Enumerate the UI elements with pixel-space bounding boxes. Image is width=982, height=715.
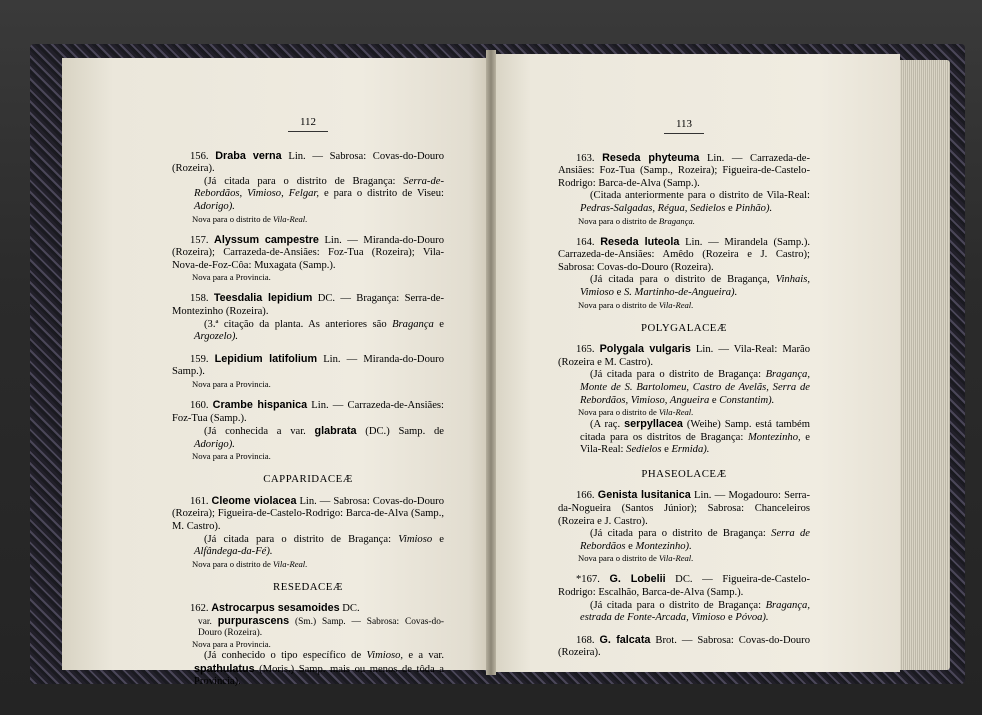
page-edges — [900, 60, 950, 670]
species-entry — [558, 236, 810, 311]
species-entry — [172, 292, 444, 343]
species-entry — [172, 353, 444, 390]
entry-heading: 164. Reseda luteola Lin. — Mirandela (Samp.). Carrazeda-de-Ansiães: Amêdo (Rozeira e J. Castro); Sabrosa: Covas-do-Douro (Rozeira). — [558, 235, 810, 273]
species-entry — [172, 495, 444, 570]
right-blocks — [558, 152, 810, 660]
entry-heading: 157. Alyssum campestre Lin. — Miranda-do-Douro (Rozeira); Carrazeda-de-Ansiães: Foz-Tua (Rozeira); Vila-Nova-de-Foz-Côa: Muxagata (Samp.). — [172, 233, 445, 271]
distribution-note: Nova para o distrito de Vila-Real. — [578, 299, 694, 310]
entry-heading: 165. Polygala vulgaris Lin. — Vila-Real: Marão (Rozeira e M. Castro). — [558, 343, 811, 368]
distribution-note: Nova para o distrito de Vila-Real. — [192, 558, 308, 569]
entry-heading: 168. G. falcata Brot. — Sabrosa: Covas-do-Douro (Rozeira). — [558, 633, 811, 659]
entry-heading: *167. G. Lobelii DC. — Figueira-de-Castelo-Rodrigo: Escalhão, Barca-de-Alva (Samp.). — [558, 573, 810, 599]
family-heading: PHASEOLACEÆ — [641, 467, 727, 480]
entry-heading: 166. Genista lusitanica Lin. — Mogadouro: Serra-da-Nogueira (Santos Júnior); Sabrosa: Chanceleiros (Rozeira e J. Castro). — [558, 489, 811, 527]
citation-text: (Já citada para o distrito de Bragança: Bragança, estrada de Fonte-Arcada, Vimioso e Póvoa). — [580, 599, 810, 624]
distribution-note: Nova para o distrito de Vila-Real. — [578, 407, 694, 418]
species-entry — [172, 234, 444, 284]
species-entry — [558, 573, 810, 624]
species-entry — [558, 343, 810, 457]
left-blocks — [172, 150, 444, 689]
species-entry — [558, 634, 810, 660]
entry-heading: 159. Lepidium latifolium Lin. — Miranda-do-Douro Samp.). — [172, 352, 444, 378]
citation-text: (Já conhecido o tipo específico de Vimioso, e a var. spathulatus (Moris.) Samp. mais ou menos de tôda a Provincia). — [194, 650, 444, 688]
family-heading: POLYGALACEÆ — [641, 321, 727, 334]
entry-heading: 161. Cleome violacea Lin. — Sabrosa: Covas-do-Douro (Rozeira); Figueira-de-Castelo-Rodrigo: Barca-de-Alva (Samp., M. Castro). — [172, 494, 445, 533]
entry-heading: 160. Crambe hispanica Lin. — Carrazeda-de-Ansiães: Foz-Tua (Samp.). — [172, 398, 444, 424]
page-number: 112 — [172, 116, 444, 132]
family-heading: CAPPARIDACEÆ — [263, 473, 353, 486]
citation-text: (3.ª citação da planta. As anteriores são Bragança e Argozelo). — [194, 318, 444, 343]
distribution-note: Nova para a Provincia. — [192, 272, 271, 283]
species-entry — [172, 602, 444, 688]
book-gutter — [486, 50, 496, 675]
page-number: 113 — [558, 118, 810, 134]
citation-text: (Já conhecida a var. glabrata (DC.) Samp. de Adorigo). — [194, 425, 444, 450]
citation-text: (Já citada para o distrito de Bragança: Bragança, Monte de S. Bartolomeu, Castro de Avelãs, Serra de Rebordãos, Vimioso, Angueira e Constantim). — [580, 369, 810, 406]
citation-text: (Citada anteriormente para o distrito de Vila-Real: Pedras-Salgadas, Régua, Sedielos e Pinhão). — [580, 190, 810, 214]
left-page-text — [172, 116, 444, 698]
entry-heading: 156. Draba verna Lin. — Sabrosa: Covas-do-Douro (Rozeira). — [172, 149, 445, 175]
citation-text: (Já citada para o distrito de Bragança: Serra-de-Rebordãos, Vimioso, Felgar, e para o distrito de Viseu: Adorigo). — [194, 175, 444, 212]
distribution-note: Nova para o distrito de Bragança. — [578, 215, 695, 226]
right-page-text — [558, 118, 810, 669]
entry-heading: 163. Reseda phyteuma Lin. — Carrazeda-de-Ansiães: Foz-Tua (Samp., Rozeira); Figueira-de-Castelo-Rodrigo: Barca-de-Alva (Samp.). — [558, 151, 810, 189]
species-entry — [172, 399, 444, 462]
citation-text: (Já citada para o distrito de Bragança: Serra de Rebordãos e Montezinho). — [580, 528, 810, 552]
family-heading: RESEDACEÆ — [273, 580, 343, 593]
citation-text: (A raç. serpyllacea (Weihe) Samp. está também citada para os distritos de Bragança: Montezinho, e Vila-Real: Sedielos e Ermida). — [580, 418, 811, 456]
distribution-note: Nova para o distrito de Vila-Real. — [192, 213, 308, 224]
species-entry — [558, 152, 810, 227]
species-entry — [558, 489, 810, 564]
species-entry — [172, 150, 444, 225]
citation-text: (Já citada para o distrito de Bragança: Vimioso e Alfândega-da-Fé). — [194, 533, 444, 558]
distribution-note: Nova para a Provincia. — [192, 639, 271, 650]
entry-heading: 158. Teesdalia lepidium DC. — Bragança: Serra-de-Montezinho (Rozeira). — [172, 292, 444, 317]
distribution-note: Nova para o distrito de Vila-Real. — [578, 553, 694, 564]
citation-text: var. purpurascens (Sm.) Samp. — Sabrosa: Covas-do-Douro (Rozeira). — [198, 615, 445, 639]
distribution-note: Nova para a Provincia. — [192, 451, 271, 462]
distribution-note: Nova para a Provincia. — [192, 378, 271, 389]
citation-text: (Já citada para o distrito de Bragança, Vinhais, Vimioso e S. Martinho-de-Angueira). — [580, 274, 810, 298]
entry-heading: 162. Astrocarpus sesamoides DC. — [190, 602, 360, 615]
